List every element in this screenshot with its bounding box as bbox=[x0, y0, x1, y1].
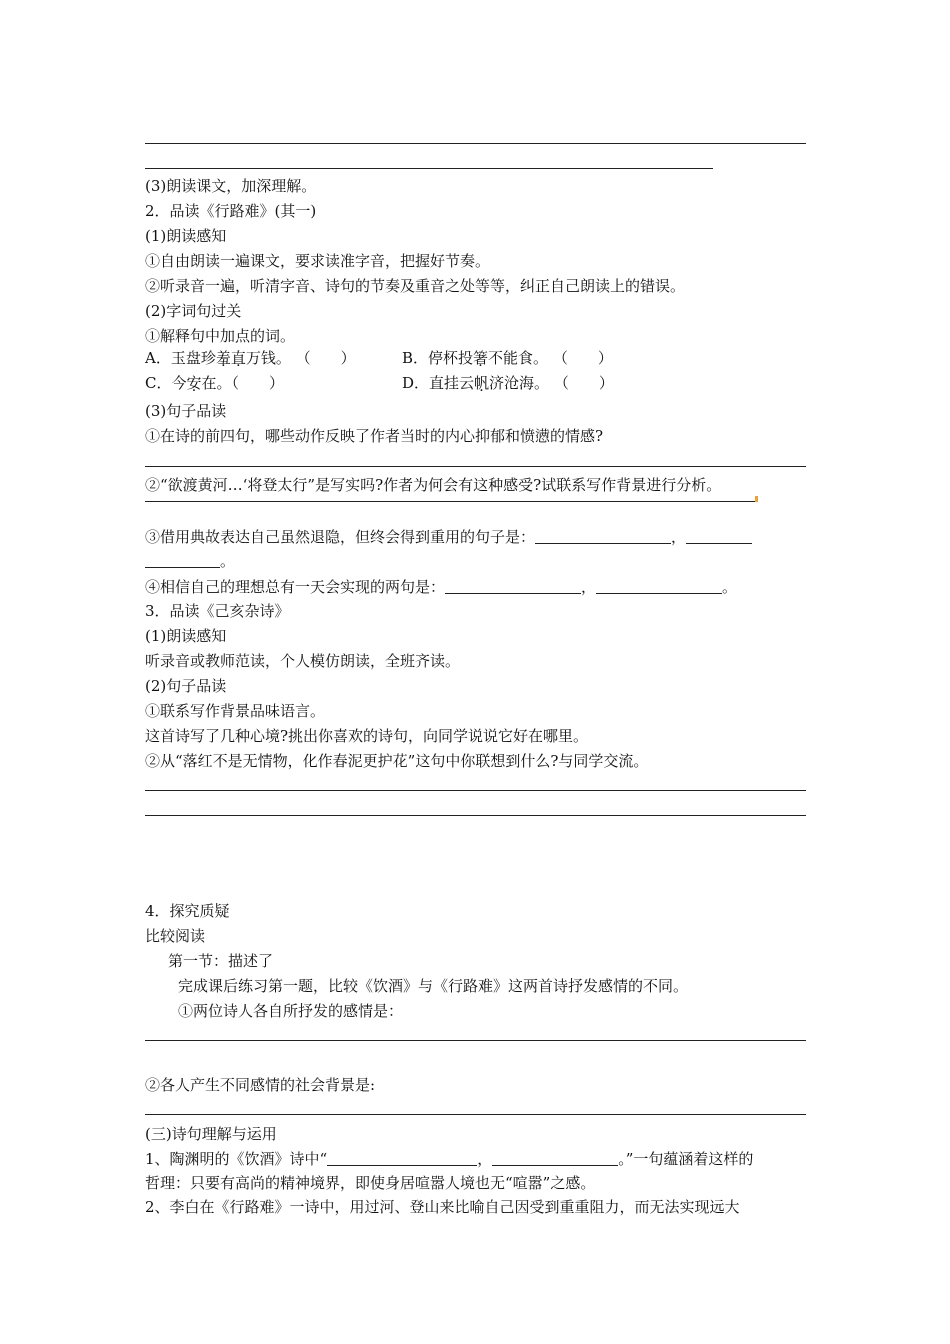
instruction-item: ②各人产生不同感情的社会背景是: bbox=[145, 1076, 376, 1094]
section-heading-application: (三)诗句理解与运用 bbox=[145, 1125, 277, 1143]
question-2: ②“欲渡黄河…‘将登太行”是写实吗?作者为何会有这种感受?试联系写作背景进行分析。 bbox=[145, 476, 722, 494]
exercise-2: 2、李白在《行路难》一诗中，用过河、登山来比喻自己因受到重重阻力，而无法实现远大 bbox=[145, 1198, 740, 1216]
answer-line bbox=[145, 143, 806, 144]
fill-blank bbox=[596, 579, 722, 594]
marker-glyph bbox=[755, 496, 758, 502]
fill-blank bbox=[686, 529, 752, 544]
answer-line bbox=[145, 1040, 806, 1041]
subheading-compare: 比较阅读 bbox=[145, 927, 206, 945]
answer-line bbox=[145, 790, 806, 791]
exercise-1-cont: 哲理：只要有高尚的精神境界，即使身居喧嚣人境也无“喧嚣”之感。 bbox=[145, 1174, 596, 1192]
instruction-item: ①解释句中加点的词。 bbox=[145, 327, 296, 345]
fill-blank bbox=[492, 1151, 618, 1166]
answer-line bbox=[145, 466, 806, 467]
instruction-item: 听录音或教师范读，个人模仿朗读，全班齐读。 bbox=[145, 652, 461, 670]
subheading-sentence: (2)句子品读 bbox=[145, 677, 227, 695]
dotted-word: 直 bbox=[230, 349, 246, 367]
answer-line bbox=[145, 815, 806, 816]
instruction-item: ①联系写作背景品味语言。 bbox=[145, 702, 326, 720]
instruction-item: 第一节：描述了 bbox=[168, 952, 274, 970]
subheading-sentence: (3)句子品读 bbox=[145, 402, 227, 420]
option-b: B．停杯投箸不能食。 （ ） bbox=[402, 349, 613, 367]
answer-line bbox=[145, 168, 713, 169]
question-1: ①在诗的前四句，哪些动作反映了作者当时的内心抑郁和愤懑的情感? bbox=[145, 427, 604, 445]
option-d: D．直挂云帆济沧海。 （ ） bbox=[402, 374, 614, 392]
instruction-item: ②从“落红不是无情物，化作春泥更护花”这句中你联想到什么?与同学交流。 bbox=[145, 752, 649, 770]
fill-blank bbox=[145, 553, 220, 568]
question-3: ③借用典故表达自己虽然退隐，但终会得到重用的句子是： ， bbox=[145, 527, 752, 547]
dotted-word: 箸 bbox=[473, 349, 489, 367]
instruction-item: ①自由朗读一遍课文，要求读准字音，把握好节奏。 bbox=[145, 252, 491, 270]
answer-line bbox=[145, 501, 755, 502]
instruction-item: ②听录音一遍，听清字音、诗句的节奏及重音之处等等，纠正自己朗读上的错误。 bbox=[145, 277, 686, 295]
section-heading-jihai: 3．品读《己亥杂诗》 bbox=[145, 602, 290, 620]
dotted-word: 安 bbox=[186, 374, 202, 392]
subheading-reading: (1)朗读感知 bbox=[145, 627, 227, 645]
option-a: A．玉盘珍羞直万钱。 （ ） bbox=[145, 349, 356, 367]
question-3-cont: 。 bbox=[145, 551, 235, 571]
exercise-1: 1、陶渊明的《饮酒》诗中“ ， 。”一句蕴涵着这样的 bbox=[145, 1150, 754, 1168]
option-c: C．今安在。（ ） bbox=[145, 374, 285, 392]
answer-line bbox=[145, 1114, 806, 1115]
question-4: ④相信自己的理想总有一天会实现的两句是： ， 。 bbox=[145, 578, 738, 596]
instruction-item: ①两位诗人各自所抒发的感情是： bbox=[178, 1002, 404, 1020]
section-heading-inquiry: 4．探究质疑 bbox=[145, 902, 230, 920]
instruction-item: 完成课后练习第一题，比较《饮酒》与《行路难》这两首诗抒发感情的不同。 bbox=[178, 977, 689, 995]
instruction-item: 这首诗写了几种心境?挑出你喜欢的诗句，向同学说说它好在哪里。 bbox=[145, 727, 589, 745]
dotted-word: 羞 bbox=[215, 349, 231, 367]
fill-blank bbox=[445, 579, 581, 594]
dotted-word: 帆 bbox=[474, 374, 490, 392]
subheading-vocab: (2)字词句过关 bbox=[145, 302, 242, 320]
fill-blank bbox=[535, 529, 671, 544]
step-read-aloud: (3)朗读课文，加深理解。 bbox=[145, 177, 317, 195]
subheading-reading: (1)朗读感知 bbox=[145, 227, 227, 245]
fill-blank bbox=[327, 1151, 477, 1166]
section-heading-xinglunan: 2．品读《行路难》(其一) bbox=[145, 202, 317, 220]
